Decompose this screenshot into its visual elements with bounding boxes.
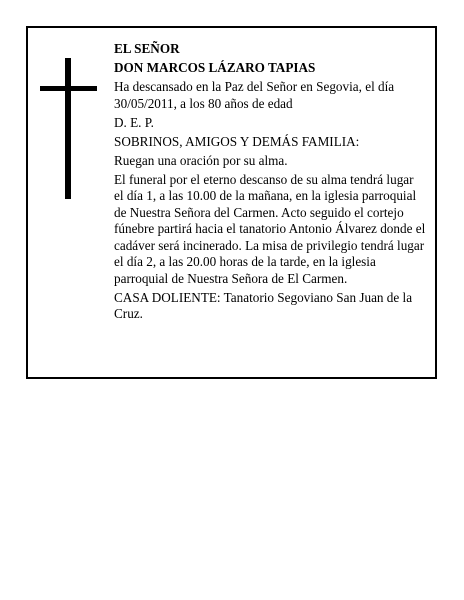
cross-horizontal-bar — [40, 86, 97, 91]
notice-text — [114, 41, 426, 325]
notice-heading: EL SEÑOR — [114, 41, 180, 56]
funeral-details: El funeral por el eterno descanso de su alma tendrá lugar el día 1, a las 10.00 de la mañana, en la iglesia parroquial de Nuestra Señora del Carmen. Acto seguido el cortejo fúnebre partirá hacia el tanatorio Antonio Álvarez donde el cadáver será incinerado. La misa de privilegio tendrá lugar el día 2, a las 20.00 horas de la tarde, en la iglesia parroquial de Nuestra Señora de El Carmen. — [114, 171, 426, 286]
death-announcement: Ha descansado en la Paz del Señor en Segovia, el día 30/05/2011, a los 80 años de edad — [114, 79, 395, 111]
obituary-notice — [26, 26, 437, 379]
prayer-request: Ruegan una oración por su alma. — [114, 152, 288, 168]
family-line: SOBRINOS, AMIGOS Y DEMÁS FAMILIA: — [114, 133, 360, 149]
cross-vertical-bar — [65, 58, 71, 199]
deceased-name: DON MARCOS LÁZARO TAPIAS — [114, 60, 316, 75]
casa-doliente: CASA DOLIENTE: Tanatorio Segoviano San Juan de la Cruz. — [114, 289, 413, 321]
rip-line: D. E. P. — [114, 114, 154, 130]
